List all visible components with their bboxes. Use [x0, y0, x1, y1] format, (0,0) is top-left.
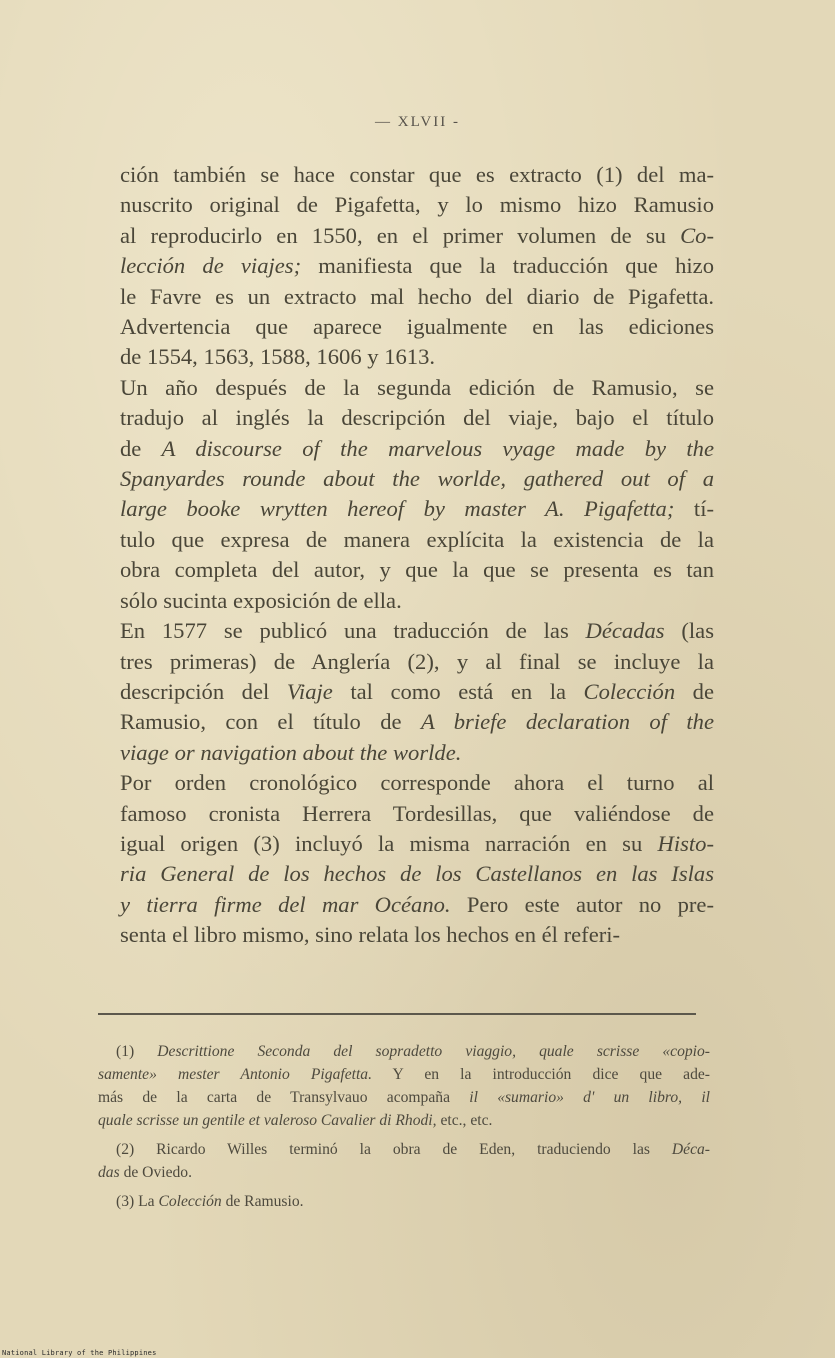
text-segment: famoso cronista Herrera Tordesillas, que valiéndose de [120, 800, 714, 826]
text-line [120, 890, 714, 920]
paragraph [120, 373, 714, 616]
italic-text: lección de viajes; [120, 253, 302, 279]
text-segment: tradujo al inglés la descripción del viaje, bajo el título [120, 405, 714, 431]
text-segment: etc., etc. [436, 1112, 493, 1129]
text-segment: ción también se hace constar que es extracto (1) del ma- [120, 162, 714, 187]
text-segment: tí- [674, 496, 714, 522]
text-segment: senta el libro mismo, sino relata los hechos en él referi- [120, 922, 621, 948]
text-segment: Advertencia que aparece igualmente en las ediciones [120, 314, 714, 340]
text-segment: tres primeras) de Anglería (2), y al final se incluye la [120, 648, 714, 674]
text-segment: nuscrito original de Pigafetta, y lo mismo hizo Ramusio [120, 192, 714, 218]
footnotes [98, 1040, 710, 1219]
text-line [120, 251, 714, 281]
text-segment: (2) Ricardo Willes terminó la obra de Eden, traduciendo las [116, 1141, 672, 1158]
italic-text: Décadas [585, 618, 665, 644]
text-segment: igual origen (3) incluyó la misma narración en su [120, 830, 658, 856]
footnote [98, 1138, 710, 1184]
text-segment: tulo que expresa de manera explícita la existencia de la [120, 526, 714, 552]
text-line [120, 859, 714, 889]
text-line [120, 190, 714, 220]
text-segment: le Favre es un extracto mal hecho del diario de Pigafetta. [120, 283, 714, 309]
text-segment: tal como está en la [332, 678, 584, 704]
main-text [120, 160, 714, 951]
italic-text: A discourse of the marvelous vyage made by the [161, 435, 714, 461]
italic-text: Spanyardes rounde about the worlde, gathered out of a [120, 466, 714, 492]
paragraph [120, 768, 714, 950]
text-line [120, 160, 714, 190]
italic-text: Descrittione Seconda del sopradetto viaggio, quale scrisse «copio- [157, 1043, 710, 1060]
text-line [120, 647, 714, 677]
text-line [120, 616, 714, 646]
text-segment: (3) La [116, 1193, 159, 1210]
footnote-line [98, 1161, 710, 1184]
text-segment: manifiesta que la traducción que hizo [301, 253, 714, 279]
text-line [120, 373, 714, 403]
text-segment: (1) [116, 1043, 158, 1060]
italic-text: A briefe declaration of the [420, 709, 714, 735]
text-line [120, 555, 714, 585]
italic-text: Histo- [657, 830, 714, 856]
text-segment: En 1577 se publicó una traducción de las [120, 618, 586, 644]
footnote [98, 1190, 710, 1213]
text-segment: de 1554, 1563, 1588, 1606 y 1613. [120, 344, 436, 370]
text-segment: de [120, 435, 162, 461]
text-line [120, 403, 714, 433]
text-segment: Por orden cronológico corresponde ahora el turno al [120, 770, 714, 796]
text-line [120, 768, 714, 798]
text-segment: Pero este autor no pre- [450, 891, 714, 917]
text-line [120, 221, 714, 251]
text-segment: obra completa del autor, y que la que se presenta es tan [120, 557, 714, 583]
text-line [120, 525, 714, 555]
text-segment: Un año después de la segunda edición de Ramusio, se [120, 374, 714, 400]
text-line [120, 829, 714, 859]
paragraph [120, 160, 714, 373]
text-segment: (las [664, 618, 714, 644]
italic-text: Viaje [286, 678, 333, 704]
library-credit: National Library of the Philippines [2, 1349, 157, 1357]
text-line [120, 738, 714, 768]
text-segment: de Oviedo. [119, 1164, 192, 1181]
text-line [120, 707, 714, 737]
text-line [120, 312, 714, 342]
italic-text: viage or navigation about the worlde. [120, 739, 462, 765]
paragraph [120, 616, 714, 768]
page-number: — XLVII - [375, 114, 460, 130]
footnote-line [98, 1063, 710, 1086]
text-segment: de Ramusio. [221, 1193, 304, 1210]
text-line [120, 434, 714, 464]
italic-text: samente» mester Antonio Pigafetta. [98, 1066, 372, 1083]
footnote-line [98, 1086, 710, 1109]
text-line [120, 799, 714, 829]
text-segment: sólo sucinta exposición de ella. [120, 587, 402, 613]
text-line [120, 494, 714, 524]
text-segment: Y en la introducción dice que ade- [371, 1066, 711, 1083]
text-segment: más de la carta de Transylvauo acompaña [98, 1089, 470, 1106]
text-line [120, 920, 714, 950]
text-line [120, 282, 714, 312]
italic-text: Colección [158, 1193, 222, 1210]
footnote-line [98, 1190, 710, 1213]
text-segment: Ramusio, con el título de [120, 709, 421, 735]
footnote [98, 1040, 710, 1132]
footnote-line [98, 1109, 710, 1132]
footnote-divider [98, 1013, 696, 1015]
italic-text: large booke wrytten hereof by master A. Pigafetta; [120, 496, 675, 522]
italic-text: quale scrisse un gentile et valeroso Cavalier di Rhodi, [98, 1112, 437, 1129]
italic-text: das [98, 1164, 120, 1181]
text-segment: de [675, 678, 714, 704]
text-segment: descripción del [120, 678, 287, 704]
text-line [120, 677, 714, 707]
footnote-line [98, 1040, 710, 1063]
italic-text: y tierra firme del mar Océano. [120, 891, 451, 917]
italic-text: Déca- [671, 1141, 710, 1158]
italic-text: il «sumario» d' un libro, il [469, 1089, 710, 1106]
footnote-line [98, 1138, 710, 1161]
italic-text: ria General de los hechos de los Castellanos en las Islas [120, 861, 714, 887]
text-line [120, 342, 714, 372]
italic-text: Co- [680, 222, 714, 248]
text-line [120, 464, 714, 494]
text-segment: al reproducirlo en 1550, en el primer volumen de su [120, 222, 681, 248]
italic-text: Colección [583, 678, 676, 704]
text-line [120, 586, 714, 616]
